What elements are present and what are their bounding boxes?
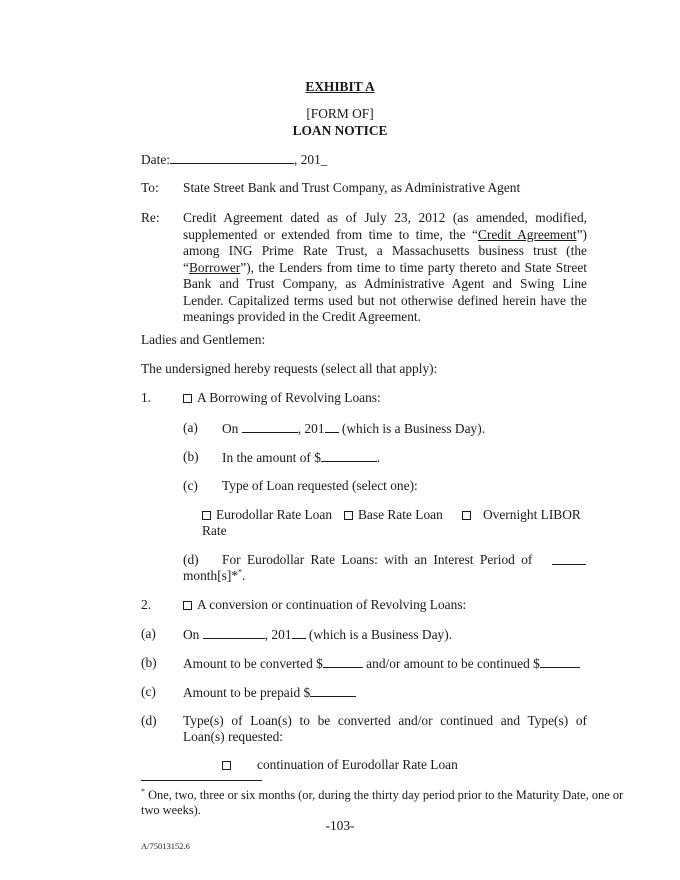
checkbox-icon[interactable] bbox=[183, 601, 192, 610]
loan-type-option-3: Overnight LIBOR bbox=[462, 507, 581, 524]
defined-term-borrower: Borrower bbox=[188, 259, 241, 275]
item1a-year-blank[interactable] bbox=[325, 420, 339, 433]
item2a-line bbox=[183, 626, 452, 644]
converted-amount-blank[interactable] bbox=[323, 655, 363, 668]
item2a-prefix: On bbox=[183, 627, 200, 642]
item2a-suffix: (which is a Business Day). bbox=[305, 627, 453, 642]
date-label: Date: bbox=[141, 152, 170, 167]
checkbox-icon[interactable] bbox=[222, 761, 231, 770]
document-title: LOAN NOTICE bbox=[292, 123, 388, 138]
item1b-prefix: In the amount of $ bbox=[222, 450, 321, 465]
checkbox-icon[interactable] bbox=[462, 511, 471, 520]
to-label: To: bbox=[141, 180, 159, 195]
request-intro: The undersigned hereby requests (select all that apply): bbox=[141, 361, 438, 376]
continuation-option bbox=[222, 757, 458, 774]
item1-number: 1. bbox=[141, 390, 152, 405]
item2c-line bbox=[183, 684, 356, 702]
date-line bbox=[141, 151, 327, 169]
item2-number: 2. bbox=[141, 597, 152, 612]
defined-term-credit-agreement: Credit Agreement bbox=[477, 226, 577, 242]
prepaid-amount-blank[interactable] bbox=[310, 684, 356, 697]
item1d-period-wrap bbox=[552, 552, 586, 570]
item1d-month-text: month[s]* bbox=[183, 568, 239, 583]
item1a-mid: , 201 bbox=[297, 421, 325, 436]
salutation: Ladies and Gentlemen: bbox=[141, 332, 266, 347]
exhibit-heading: EXHIBIT A bbox=[305, 79, 375, 94]
interest-period-blank[interactable] bbox=[552, 552, 586, 565]
item1d-end: . bbox=[242, 568, 246, 583]
item1b-label: (b) bbox=[183, 449, 199, 464]
footnote-ref: * bbox=[238, 567, 243, 577]
continuation-option-label: continuation of Eurodollar Rate Loan bbox=[257, 757, 458, 772]
footnote-divider bbox=[141, 780, 262, 781]
re-label: Re: bbox=[141, 210, 160, 225]
loan-type-option-1: Eurodollar Rate Loan bbox=[202, 507, 332, 524]
item2b-prefix: Amount to be converted $ bbox=[183, 656, 323, 671]
item1a-line bbox=[222, 420, 485, 438]
item2b-line bbox=[183, 655, 580, 673]
item2b-mid: and/or amount to be continued $ bbox=[362, 656, 540, 671]
item1b-amount-blank[interactable] bbox=[321, 449, 377, 462]
checkbox-icon[interactable] bbox=[202, 511, 211, 520]
loan-type-option-3-cont: Rate bbox=[202, 523, 227, 538]
re-text-3: ”), the Lenders from time to time party thereto and State Street Bank and Trust Company, as Administrative Agent and Swing Line Lender. Capitalized terms used but not otherwise defined herein have the meanings provided in the Credit Agreement. bbox=[183, 259, 587, 324]
item1c-label: (c) bbox=[183, 478, 198, 493]
item2d-line2: Loan(s) requested: bbox=[183, 729, 284, 744]
loan-type-option-2: Base Rate Loan bbox=[344, 507, 443, 524]
item1a-suffix: (which is a Business Day). bbox=[338, 421, 486, 436]
item2c-label: (c) bbox=[141, 684, 156, 699]
item2a-mid: , 201 bbox=[264, 627, 292, 642]
item1-label: A Borrowing of Revolving Loans: bbox=[197, 390, 381, 405]
item1d-text: For Eurodollar Rate Loans: with an Interest Period of bbox=[222, 552, 533, 567]
footnote-line2: two weeks). bbox=[141, 803, 201, 817]
item1c-text: Type of Loan requested (select one): bbox=[222, 478, 418, 493]
checkbox-icon[interactable] bbox=[183, 394, 192, 403]
re-paragraph bbox=[183, 210, 587, 326]
form-of-label: [FORM OF] bbox=[306, 106, 374, 121]
item2-label: A conversion or continuation of Revolving Loans: bbox=[197, 597, 467, 612]
item2b-label: (b) bbox=[141, 655, 157, 670]
item2a-label: (a) bbox=[141, 626, 156, 641]
continued-amount-blank[interactable] bbox=[540, 655, 580, 668]
date-suffix: , 201_ bbox=[294, 152, 328, 167]
item2a-year-blank[interactable] bbox=[292, 626, 306, 639]
page-number: -103- bbox=[325, 818, 355, 833]
footnote-text-1: One, two, three or six months (or, during the thirty day period prior to the Maturity Date, one or bbox=[145, 788, 624, 802]
item1d-month bbox=[183, 568, 245, 585]
to-text: State Street Bank and Trust Company, as Administrative Agent bbox=[183, 180, 521, 195]
footnote-marker: * bbox=[141, 786, 145, 796]
checkbox-icon[interactable] bbox=[344, 511, 353, 520]
date-blank[interactable] bbox=[170, 151, 294, 164]
item1b-suffix: . bbox=[376, 450, 381, 465]
item1d-label: (d) bbox=[183, 552, 199, 567]
item2d-label: (d) bbox=[141, 713, 157, 728]
item2c-prefix: Amount to be prepaid $ bbox=[183, 685, 311, 700]
item1a-label: (a) bbox=[183, 420, 198, 435]
re-text-2: ”) among ING Prime Rate Trust, a Massachusetts business trust (the “ bbox=[183, 226, 587, 275]
item1a-prefix: On bbox=[222, 421, 239, 436]
item2d-line1: Type(s) of Loan(s) to be converted and/or continued and Type(s) of bbox=[183, 713, 587, 728]
item1a-date-blank[interactable] bbox=[242, 420, 298, 433]
item1-heading bbox=[183, 390, 381, 407]
re-text-1: Credit Agreement dated as of July 23, 2012 (as amended, modified, supplemented or extended from time to time, the “ bbox=[183, 210, 587, 242]
footnote-line1 bbox=[141, 788, 623, 803]
document-id: A/75013152.6 bbox=[141, 841, 190, 851]
item1b-line bbox=[222, 449, 380, 467]
item1d-line bbox=[222, 552, 582, 569]
item2-heading bbox=[183, 597, 466, 614]
item2a-date-blank[interactable] bbox=[203, 626, 265, 639]
